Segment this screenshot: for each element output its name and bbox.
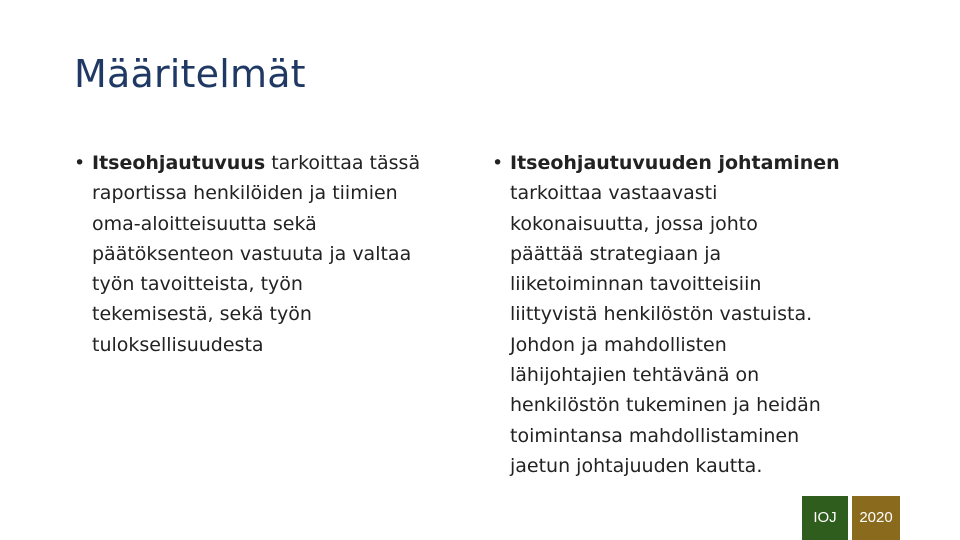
right-line: jaetun johtajuuden kautta. xyxy=(510,454,763,477)
left-line: oma-aloitteisuutta sekä xyxy=(92,212,317,235)
left-line: työn tavoitteista, työn xyxy=(92,273,303,296)
right-line: Johdon ja mahdollisten xyxy=(510,333,727,356)
left-line: päätöksenteon vastuuta ja valtaa xyxy=(92,242,412,265)
right-line: liittyvistä henkilöstön vastuista. xyxy=(510,303,813,326)
right-line: kokonaisuutta, jossa johto xyxy=(510,212,758,235)
org-badge: IOJ xyxy=(802,496,848,540)
right-term: Itseohjautuvuuden johtaminen xyxy=(510,152,840,174)
right-line: toimintansa mahdollistaminen xyxy=(510,424,800,447)
year-badge: 2020 xyxy=(852,496,900,540)
right-bullet xyxy=(492,148,912,481)
slide-title: Määritelmät xyxy=(74,52,306,96)
left-bullet xyxy=(74,148,474,360)
left-definition xyxy=(74,148,474,360)
left-line: tarkoittaa tässä xyxy=(265,152,421,174)
left-line: raportissa henkilöiden ja tiimien xyxy=(92,182,398,205)
right-line: lähijohtajien tehtävänä on xyxy=(510,364,760,387)
right-line: päättää strategiaan ja xyxy=(510,242,722,265)
left-line: tuloksellisuudesta xyxy=(92,333,264,356)
right-line: liiketoiminnan tavoitteisiin xyxy=(510,273,762,296)
right-line: tarkoittaa vastaavasti xyxy=(510,182,718,205)
bullet-icon: • xyxy=(74,152,86,174)
left-first-line xyxy=(92,148,474,178)
right-line: henkilöstön tukeminen ja heidän xyxy=(510,394,821,417)
right-definition xyxy=(492,148,912,481)
left-line: tekemisestä, sekä työn xyxy=(92,303,312,326)
left-term: Itseohjautuvuus xyxy=(92,152,266,174)
bullet-icon: • xyxy=(492,152,504,174)
